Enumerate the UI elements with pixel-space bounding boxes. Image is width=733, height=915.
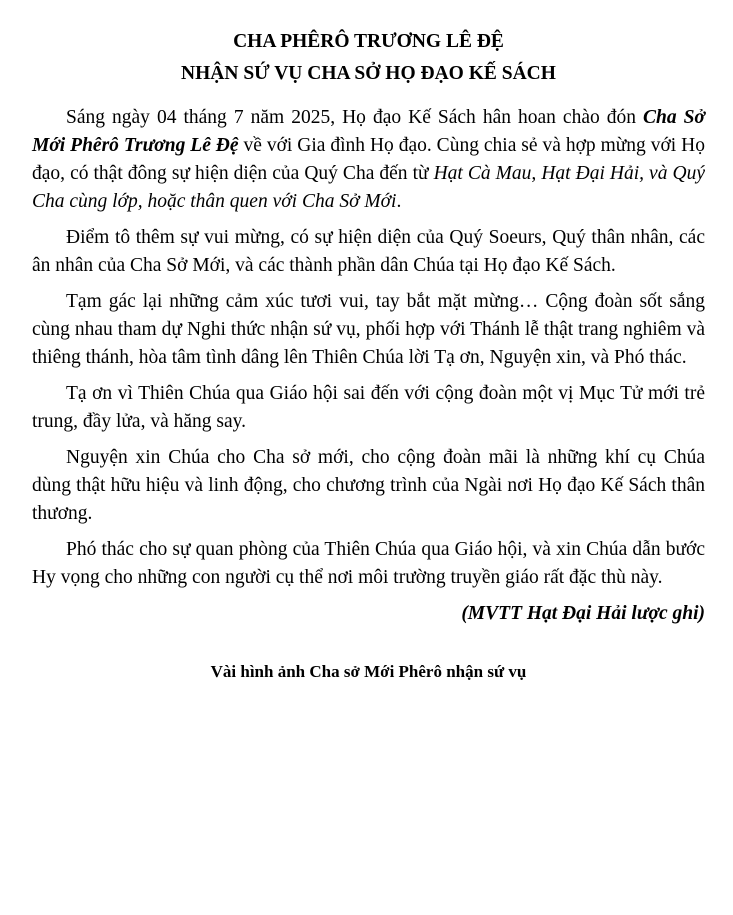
paragraph-3: Tạm gác lại những cảm xúc tươi vui, tay bắt mặt mừng… Cộng đoàn sốt sắng cùng nhau tham dự Nghi thức nhận sứ vụ, phối hợp với Thánh lễ thật trang nghiêm và thiêng thánh, hòa tâm tình dâng lên Thiên Chúa lời Tạ ơn, Nguyện xin, và Phó thác. <box>32 291 705 368</box>
paragraph-1-text-a: Sáng ngày 04 tháng 7 năm 2025, Họ đạo Kế Sách hân hoan chào đón <box>66 107 644 128</box>
photo-caption: Vài hình ảnh Cha sở Mới Phêrô nhận sứ vụ <box>210 662 527 681</box>
paragraph-1-italic-guests: Hạt Cà Mau, Hạt Đại Hải, và Quý Cha cùng lớp, hoặc thân quen với Cha Sở Mới <box>32 163 705 212</box>
paragraph-5: Nguyện xin Chúa cho Cha sở mới, cho cộng đoàn mãi là những khí cụ Chúa dùng thật hữu hiệu và linh động, cho chương trình của Ngài nơi Họ đạo Kế Sách thân thương. <box>32 447 705 524</box>
paragraph-6: Phó thác cho sự quan phòng của Thiên Chúa qua Giáo hội, và xin Chúa dẫn bước Hy vọng cho những con người cụ thể nơi môi trường truyền giáo rất đặc thù này. <box>32 539 705 588</box>
paragraph-1 <box>32 104 705 216</box>
document-page <box>32 26 705 684</box>
paragraph-4: Tạ ơn vì Thiên Chúa qua Giáo hội sai đến với cộng đoàn một vị Mục Tử mới trẻ trung, đầy lửa, và hăng say. <box>32 383 705 432</box>
paragraph-2: Điểm tô thêm sự vui mừng, có sự hiện diện của Quý Soeurs, Quý thân nhân, các ân nhân của Cha Sở Mới, và các thành phần dân Chúa tại Họ đạo Kế Sách. <box>32 227 705 276</box>
article-title-line-2: NHẬN SỨ VỤ CHA SỞ HỌ ĐẠO KẾ SÁCH <box>181 63 556 84</box>
paragraph-1-text-e: . <box>396 191 402 212</box>
article-header <box>32 26 705 90</box>
author-signature: (MVTT Hạt Đại Hải lược ghi) <box>461 603 705 624</box>
new-pastor-name: Cha Sở Mới Phêrô Trương Lê Đệ <box>32 107 705 156</box>
paragraph-1-text-c: về với Gia đình Họ đạo. Cùng chia sẻ và hợp mừng với Họ đạo, có thật đông sự hiện diện của Quý Cha đến từ <box>32 135 705 184</box>
article-title-line-1: CHA PHÊRÔ TRƯƠNG LÊ ĐỆ <box>233 31 504 52</box>
